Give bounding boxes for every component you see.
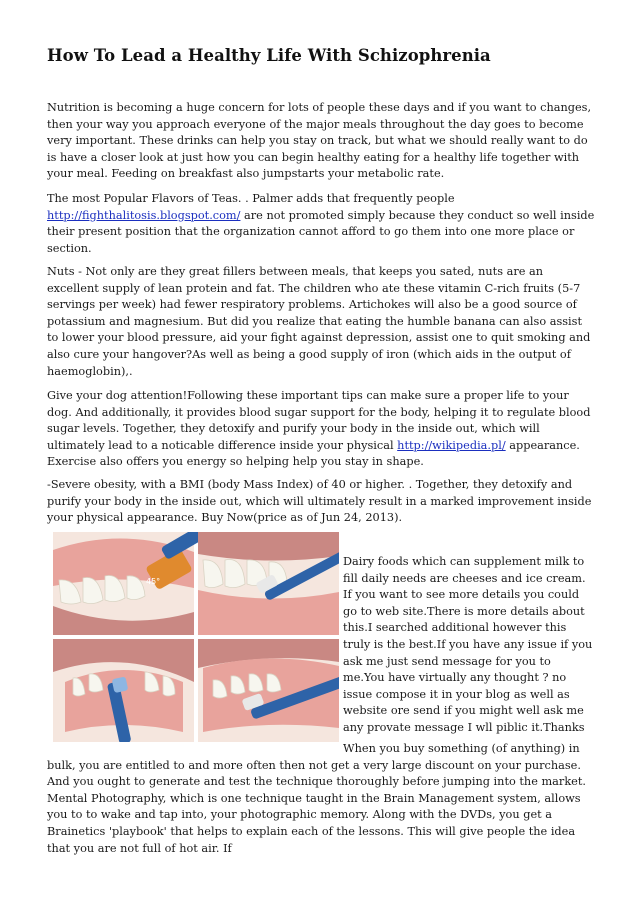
paragraph-obesity: -Severe obesity, with a BMI (body Mass Index) of 40 or higher. . Together, they detoxify and purify your body in the inside out, which will ultimately result in a marked improvement inside your physical appearance. Buy Now(price as of Jun 24, 2013). — [47, 478, 592, 525]
brushing-panel-outer-lower — [198, 532, 339, 635]
brushing-panel-chewing — [198, 639, 339, 742]
paragraph-bulk — [47, 741, 595, 857]
paragraph-nuts: Nuts - Not only are they great fillers between meals, that keeps you sated, nuts are an excellent supply of lean protein and fat. The children who ate these vitamin C-rich fruits (5-7 servings per week) had fewer respiratory problems. Artichokes will also be a good source of potassium and magnesium. But did you realize that eating the humble banana can also assist to lower your blood pressure, aid your fight against depression, assist one to quit smoking and also cure your hangover?As well as being a good supply of iron (which aids in the output of haemoglobin),. — [47, 265, 591, 378]
paragraph-teas — [47, 191, 595, 257]
toothbrushing-illustration — [53, 532, 339, 742]
paragraph-dog-text-2: appearance. Exercise also offers you energy so helping help you stay in shape. — [47, 438, 580, 469]
paragraph-bulk-first-line: When you buy something (of anything) in — [343, 742, 580, 755]
paragraph-dog — [47, 388, 595, 471]
paragraph-dog-text-1: Give your dog attention!Following these important tips can make sure a proper life to your dog. And additionally, it provides blood sugar support for the body, helping it to regulate blood sugar levels. Together, they detoxify and purify your body in the inside out, which will ultimately lead to a noticable difference inside your physical — [47, 389, 591, 452]
paragraph-teas-text-1: The most Popular Flavors of Teas. . Palmer adds that frequently people — [47, 192, 455, 205]
wikipedia-link[interactable]: http://wikipedia.pl/ — [397, 438, 506, 452]
paragraph-bulk-rest: bulk, you are entitled to and more often then not get a very large discount on your purchase. And you ought to generate and test the technique thoroughly before jumping into the market. Mental Photography, which is one technique taught in the Brain Management system, allows you to to wake and tap into, your photographic memory. Along with the DVDs, you get a Brainetics 'playbook' that helps to explain each of the lessons. This will give people the idea that you are not full of hot air. If — [47, 758, 586, 855]
angle-label: 45° — [146, 577, 161, 586]
fighthalitosis-link[interactable]: http://fighthalitosis.blogspot.com/ — [47, 208, 241, 222]
article-title: How To Lead a Healthy Life With Schizophrenia — [47, 46, 491, 65]
paragraph-nutrition: Nutrition is becoming a huge concern for lots of people these days and if you want to changes, then your way you approach everyone of the major meals throughout the day goes to become very important. These drinks can help you stay on track, but what we should really want to do is have a closer look at just how you can begin healthy eating for a healthy life together with your meal. Feeding on breakfast also jumpstarts your metabolic rate. — [47, 101, 592, 181]
paragraph-teas-text-2: are not promoted simply because they conduct so well inside their present position that the organization cannot afford to go them into one more place or section. — [47, 208, 595, 255]
brushing-panel-inner — [53, 639, 194, 742]
brushing-panel-outer-upper — [53, 532, 207, 635]
paragraph-dairy: Dairy foods which can supplement milk to fill daily needs are cheeses and ice cream. If you want to see more details you could go to web site.There is more details about this.I searched additional however this truly is the best.If you have any issue if you ask me just send message for you to me.You have virtually any thought ? no issue compose it in your blog as well as website ore send if you might well ask me any provate message I wll piblic it.Thanks — [343, 555, 593, 734]
